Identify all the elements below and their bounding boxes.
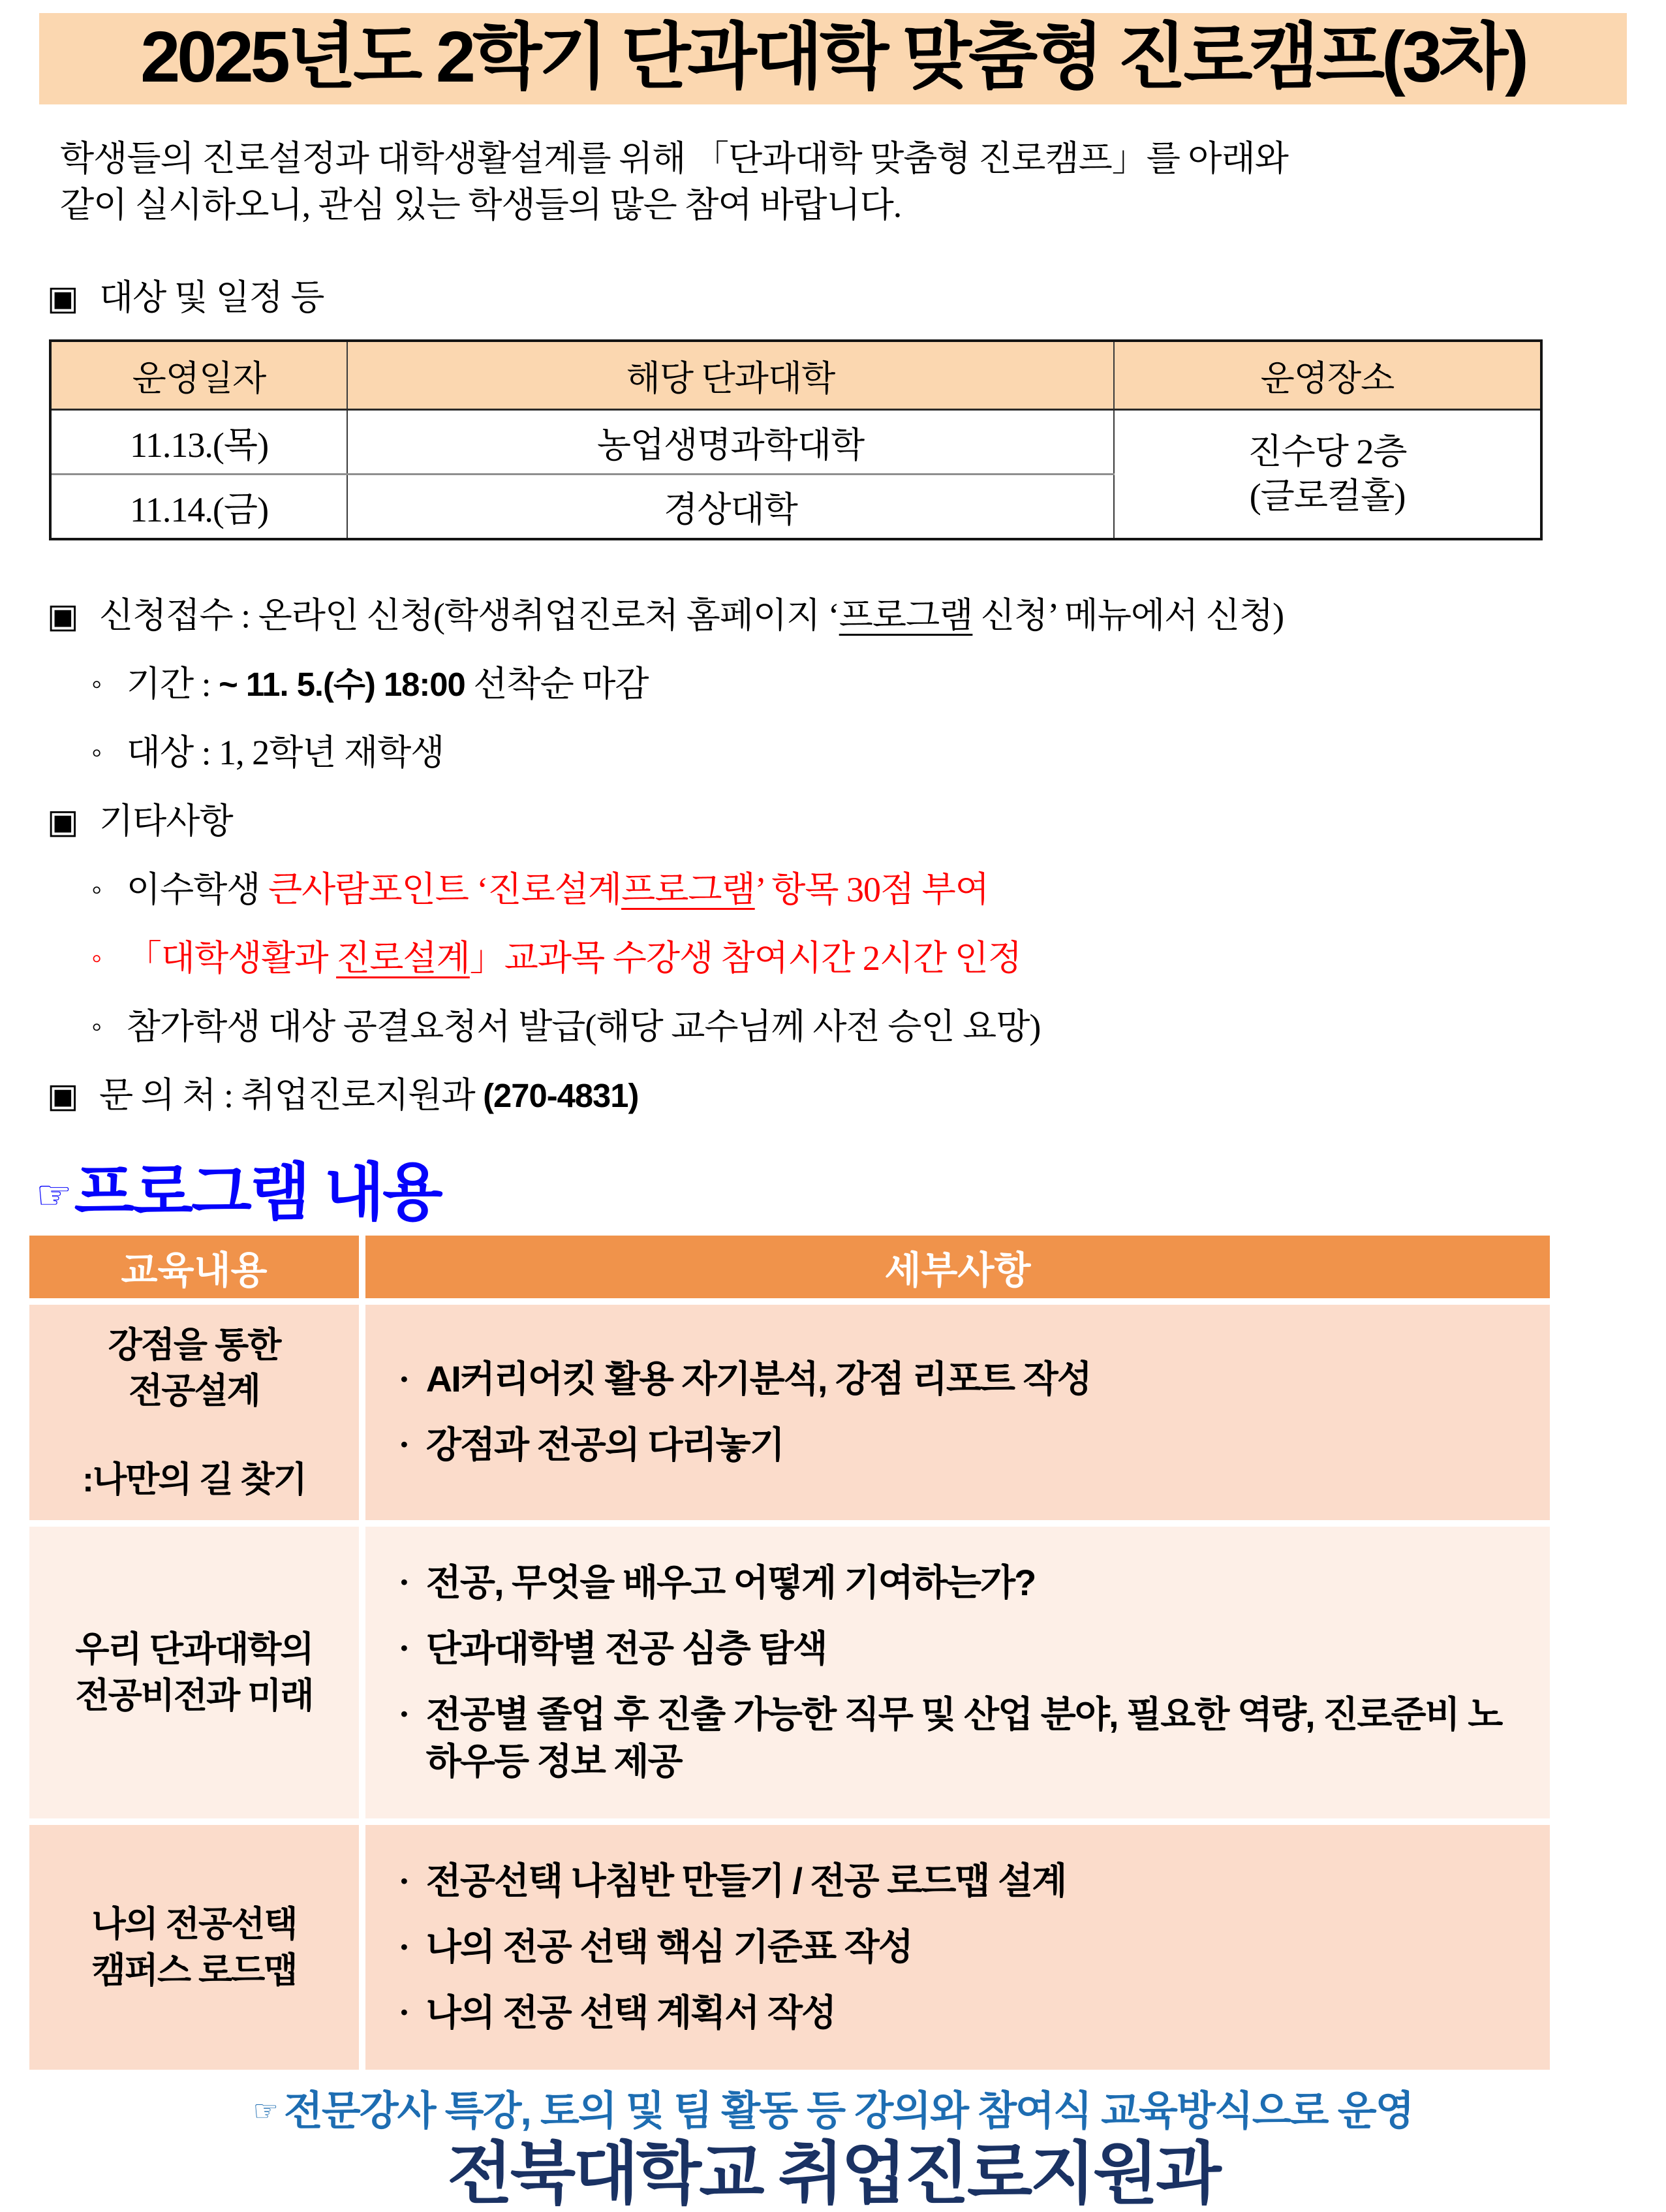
schedule-header-row bbox=[50, 341, 1541, 410]
venue-cell bbox=[1114, 410, 1541, 540]
footer-method-text: 전문강사 특강, 토의 및 팀 활동 등 강의와 참여식 교육방식으로 운영 bbox=[283, 2089, 1413, 2134]
program-heading-label: 프로그램 내용 bbox=[74, 1158, 441, 1228]
circle-bullet-icon: ◦ bbox=[91, 941, 102, 975]
detail-text: 나의 전공 선택 핵심 기준표 작성 bbox=[425, 1926, 912, 1968]
contact-line bbox=[47, 1067, 1666, 1117]
apply-text-underlined: 프로그램 bbox=[839, 596, 973, 636]
point-text-red: 큰사람포인트 ‘진로설계 bbox=[268, 870, 622, 910]
topic-line: 우리 단과대학의 bbox=[75, 1630, 313, 1670]
contact-phone: (270-4831) bbox=[483, 1077, 639, 1115]
absence-text: 참가학생 대상 공결요청서 발급(해당 교수님께 사전 승인 요망) bbox=[126, 1007, 1041, 1047]
topic-line: :나만의 길 찾기 bbox=[82, 1460, 306, 1500]
absence-line bbox=[91, 999, 1666, 1049]
col-header-topic: 교육내용 bbox=[29, 1236, 359, 1298]
point-text-red-post: ’ 항목 30점 부여 bbox=[754, 870, 989, 910]
bullet-dot-icon: • bbox=[401, 1636, 407, 1660]
detail-text: 전공, 무엇을 배우고 어떻게 기여하는가? bbox=[425, 1561, 1036, 1603]
title-banner bbox=[39, 13, 1627, 104]
course-line bbox=[91, 930, 1666, 980]
square-bullet-icon: ▣ bbox=[47, 1078, 78, 1115]
pointing-finger-icon: ☞ bbox=[253, 2095, 277, 2128]
topic-cell-1 bbox=[29, 1305, 359, 1520]
detail-cell-3 bbox=[365, 1825, 1550, 2070]
col-header-college: 해당 단과대학 bbox=[347, 341, 1114, 410]
page-title: 2025년도 2학기 단과대학 맞춤형 진로캠프(3차) bbox=[140, 17, 1526, 97]
point-text-black: 이수학생 bbox=[126, 870, 268, 910]
program-row-2 bbox=[29, 1527, 1550, 1818]
col-header-venue: 운영장소 bbox=[1114, 341, 1541, 410]
schedule-college-1: 농업생명과학대학 bbox=[347, 410, 1114, 475]
circle-bullet-icon: ◦ bbox=[91, 1010, 102, 1044]
schedule-heading-label: 대상 및 일정 등 bbox=[99, 278, 324, 318]
detail-item bbox=[397, 1422, 1530, 1469]
detail-item bbox=[397, 1356, 1530, 1403]
detail-text: 전공별 졸업 후 진출 가능한 직무 및 산업 분야, 필요한 역량, 진로준비 노하우등 정보 제공 bbox=[425, 1693, 1502, 1783]
venue-line-2: (글로컬홀) bbox=[1249, 476, 1406, 516]
schedule-row-1 bbox=[50, 410, 1541, 475]
program-heading bbox=[36, 1158, 1666, 1228]
detail-item bbox=[397, 1858, 1530, 1905]
topic-line: 전공설계 bbox=[129, 1371, 260, 1410]
topic-line: 전공비전과 미래 bbox=[75, 1675, 313, 1715]
apply-text-pre: 신청접수 : 온라인 신청(학생취업진로처 홈페이지 ‘ bbox=[99, 596, 839, 636]
program-table-header-row bbox=[29, 1236, 1550, 1298]
bullet-dot-icon: • bbox=[401, 1570, 407, 1594]
topic-cell-2 bbox=[29, 1527, 359, 1818]
square-bullet-icon: ▣ bbox=[47, 803, 78, 841]
program-row-3 bbox=[29, 1825, 1550, 2070]
bullet-dot-icon: • bbox=[401, 1869, 407, 1892]
detail-item bbox=[397, 1691, 1530, 1786]
topic-line: 강점을 통한 bbox=[108, 1325, 281, 1365]
program-table bbox=[29, 1236, 1550, 2070]
detail-item bbox=[397, 1625, 1530, 1673]
period-line bbox=[91, 656, 1666, 706]
schedule-section-heading bbox=[47, 270, 1666, 320]
topic-line: 캠퍼스 로드맵 bbox=[91, 1950, 297, 1990]
schedule-college-2: 경상대학 bbox=[347, 475, 1114, 540]
etc-section-heading bbox=[47, 793, 1666, 843]
circle-bullet-icon: ◦ bbox=[91, 736, 102, 770]
detail-item bbox=[397, 1924, 1530, 1971]
course-text-underlined: 진로설계 bbox=[336, 939, 470, 978]
course-text-post: 」교과목 수강생 참여시간 2시간 인정 bbox=[469, 939, 1022, 978]
topic-line: 나의 전공선택 bbox=[91, 1905, 297, 1944]
contact-text: 문 의 처 : 취업진로지원과 bbox=[99, 1076, 484, 1115]
apply-text-post: 신청’ 메뉴에서 신청) bbox=[972, 596, 1284, 636]
circle-bullet-icon: ◦ bbox=[91, 667, 102, 701]
footer-organization: 전북대학교 취업진로지원과 bbox=[447, 2136, 1219, 2212]
intro-line-2: 같이 실시하오니, 관심 있는 학생들의 많은 참여 바랍니다. bbox=[60, 185, 902, 225]
point-text-red-underlined: 프로그램 bbox=[621, 870, 755, 910]
intro-paragraph bbox=[60, 136, 1620, 230]
detail-cell-2 bbox=[365, 1527, 1550, 1818]
target-text: 대상 : 1, 2학년 재학생 bbox=[126, 733, 444, 773]
detail-text: 강점과 전공의 다리놓기 bbox=[425, 1424, 784, 1465]
detail-cell-1 bbox=[365, 1305, 1550, 1520]
bullet-dot-icon: • bbox=[401, 1367, 407, 1390]
bullet-dot-icon: • bbox=[401, 1433, 407, 1456]
period-deadline: ~ 11. 5.(수) 18:00 bbox=[219, 666, 465, 704]
square-bullet-icon: ▣ bbox=[47, 598, 78, 636]
square-bullet-icon: ▣ bbox=[47, 280, 78, 318]
program-row-1 bbox=[29, 1305, 1550, 1520]
venue-line-1: 진수당 2층 bbox=[1248, 432, 1407, 472]
bullet-dot-icon: • bbox=[401, 1935, 407, 1958]
period-text-pre: 기간 : bbox=[126, 664, 219, 704]
course-text-pre: 「대학생활과 bbox=[126, 939, 337, 978]
detail-text: 단과대학별 전공 심층 탐색 bbox=[425, 1627, 827, 1669]
circle-bullet-icon: ◦ bbox=[91, 873, 102, 907]
footer-method-line bbox=[0, 2089, 1666, 2134]
pointing-finger-icon: ☞ bbox=[36, 1173, 70, 1219]
detail-item bbox=[397, 1559, 1530, 1607]
detail-text: 전공선택 나침반 만들기 / 전공 로드맵 설계 bbox=[425, 1860, 1066, 1902]
bullet-dot-icon: • bbox=[401, 2001, 407, 2024]
col-header-detail: 세부사항 bbox=[365, 1236, 1550, 1298]
schedule-date-1: 11.13.(목) bbox=[50, 410, 347, 475]
apply-line bbox=[47, 587, 1666, 638]
target-line bbox=[91, 724, 1666, 775]
schedule-date-2: 11.14.(금) bbox=[50, 475, 347, 540]
col-header-date: 운영일자 bbox=[50, 341, 347, 410]
intro-line-1: 학생들의 진로설정과 대학생활설계를 위해 「단과대학 맞춤형 진로캠프」를 아래와 bbox=[60, 138, 1288, 178]
detail-item bbox=[397, 1989, 1530, 2037]
detail-text: 나의 전공 선택 계획서 작성 bbox=[425, 1992, 836, 2033]
bullet-dot-icon: • bbox=[401, 1702, 407, 1725]
page bbox=[0, 13, 1666, 2212]
schedule-table bbox=[49, 339, 1543, 540]
etc-heading-label: 기타사항 bbox=[99, 802, 233, 841]
topic-cell-3 bbox=[29, 1825, 359, 2070]
detail-text: AI커리어킷 활용 자기분석, 강점 리포트 작성 bbox=[425, 1358, 1091, 1400]
period-text-post: 선착순 마감 bbox=[465, 664, 649, 704]
point-line bbox=[91, 862, 1666, 912]
